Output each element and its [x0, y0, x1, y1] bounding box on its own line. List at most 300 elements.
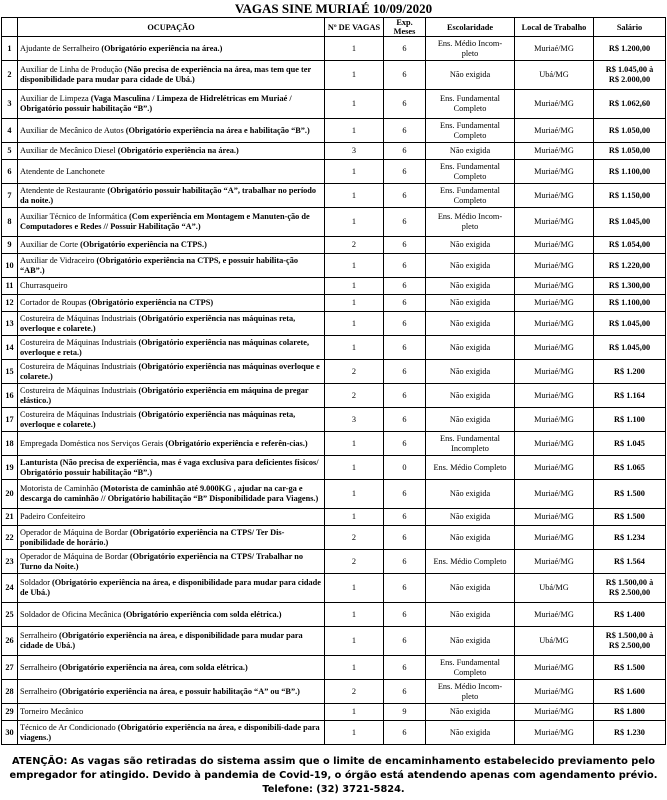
vacancies-cell: 1 — [325, 295, 384, 312]
row-index: 13 — [2, 312, 18, 336]
location-cell: Muriaé/MG — [515, 254, 594, 278]
vacancies-cell: 1 — [325, 432, 384, 456]
vacancies-cell: 1 — [325, 208, 384, 237]
experience-cell: 6 — [384, 254, 426, 278]
occupation-requirements: (Obrigatório experiência na área.) — [117, 146, 239, 156]
location-cell: Muriaé/MG — [515, 550, 594, 574]
experience-cell: 6 — [384, 627, 426, 656]
row-index: 3 — [2, 90, 18, 119]
occupation-requirements: (Obrigatório experiência na área, e disponibilidade para mudar para cidade de Ubá.) — [20, 631, 303, 650]
occupation-title: Padeiro Confeiteiro — [20, 512, 86, 522]
header-education: Escolaridade — [426, 18, 515, 37]
location-cell: Muriaé/MG — [515, 208, 594, 237]
education-cell: Não exigida — [426, 61, 515, 90]
occupation-requirements: (Motorista de caminhão até 9.000KG , ajudar na car-ga e descarga do caminhão // Obrigatório habilitação “B” Disponibilidade para Viagens.) — [20, 484, 319, 503]
occupation-title: Cortador de Roupas — [20, 298, 89, 308]
row-index: 18 — [2, 432, 18, 456]
education-cell: Não exigida — [426, 480, 515, 509]
occupation-title: Operador de Máquina de Bordar — [20, 551, 130, 561]
occupation-requirements: (Obrigatório experiência nas máquinas reta, overloque e colarete.) — [20, 313, 296, 333]
occupation-cell — [18, 160, 325, 184]
occupation-cell — [18, 61, 325, 90]
salary-cell: R$ 1.150,00 — [594, 184, 666, 208]
vacancies-cell: 2 — [325, 384, 384, 408]
salary-cell: R$ 1.045 — [594, 432, 666, 456]
occupation-requirements: (Obrigatório experiência na área, e disponibili-dade para viagens.) — [20, 722, 320, 742]
row-index: 10 — [2, 254, 18, 278]
occupation-title: Auxiliar de Limpeza — [20, 94, 91, 104]
table-row — [2, 432, 666, 456]
occupation-requirements: (Obrigatório experiência nas máquinas reta, overloque e colarete.) — [20, 409, 296, 429]
salary-cell: R$ 1.500 — [594, 656, 666, 680]
row-index: 5 — [2, 143, 18, 160]
vacancies-cell: 1 — [325, 704, 384, 721]
occupation-title: Auxiliar Técnico de Informática — [20, 212, 130, 222]
header-experience: Exp. Meses — [384, 18, 426, 37]
table-row — [2, 237, 666, 254]
row-index: 25 — [2, 603, 18, 627]
experience-cell: 6 — [384, 408, 426, 432]
salary-cell: R$ 1.050,00 — [594, 119, 666, 143]
header-vacancies: Nº DE VAGAS — [325, 18, 384, 37]
occupation-requirements: (Obrigatório possuir habilitação “A”, trabalhar no período da noite.) — [20, 185, 317, 205]
occupation-title: Auxiliar de Mecânico Diesel — [20, 146, 118, 156]
salary-cell: R$ 1.300,00 — [594, 278, 666, 295]
occupation-requirements: (Vaga Masculina / Limpeza de Hidrelétricas em Muriaé / Obrigatório possuir habilitação “B”.) — [20, 94, 292, 113]
salary-cell: R$ 1.800 — [594, 704, 666, 721]
experience-cell: 6 — [384, 237, 426, 254]
table-row — [2, 61, 666, 90]
education-cell: Não exigida — [426, 143, 515, 160]
occupation-title: Auxiliar de Corte — [20, 240, 81, 250]
occupation-title: Serralheiro — [20, 662, 59, 672]
occupation-cell — [18, 143, 325, 160]
row-index: 6 — [2, 160, 18, 184]
location-cell: Muriaé/MG — [515, 432, 594, 456]
occupation-cell — [18, 509, 325, 526]
occupation-cell — [18, 90, 325, 119]
salary-cell: R$ 1.045,00 à R$ 2.000,00 — [594, 61, 666, 90]
row-index: 24 — [2, 574, 18, 603]
header-occupation: OCUPAÇÃO — [18, 18, 325, 37]
table-row — [2, 278, 666, 295]
vacancies-cell: 1 — [325, 574, 384, 603]
vacancies-cell: 2 — [325, 237, 384, 254]
experience-cell: 6 — [384, 295, 426, 312]
occupation-cell — [18, 254, 325, 278]
occupation-cell — [18, 680, 325, 704]
location-cell: Muriaé/MG — [515, 312, 594, 336]
experience-cell: 6 — [384, 509, 426, 526]
salary-cell: R$ 1.045,00 — [594, 208, 666, 237]
table-row — [2, 456, 666, 480]
occupation-cell — [18, 184, 325, 208]
occupation-title: Auxiliar de Linha de Produção — [20, 65, 125, 75]
table-row — [2, 254, 666, 278]
location-cell: Muriaé/MG — [515, 721, 594, 745]
experience-cell: 9 — [384, 704, 426, 721]
vacancies-cell: 1 — [325, 312, 384, 336]
occupation-title: Auxiliar de Vidraceiro — [20, 255, 97, 265]
experience-cell: 6 — [384, 721, 426, 745]
occupation-title: Ajudante de Serralheiro — [20, 43, 102, 53]
experience-cell: 6 — [384, 384, 426, 408]
occupation-cell — [18, 603, 325, 627]
occupation-title: Auxiliar de Mecânico de Autos — [20, 125, 126, 135]
row-index: 12 — [2, 295, 18, 312]
experience-cell: 6 — [384, 550, 426, 574]
row-index: 9 — [2, 237, 18, 254]
occupation-cell — [18, 278, 325, 295]
vacancies-cell: 3 — [325, 143, 384, 160]
notice-line-2: empregador for atingido. Devido à pandemia de Covid-19, o órgão está atendendo apenas com agendamento prévio. — [9, 770, 658, 781]
row-index: 14 — [2, 336, 18, 360]
table-row — [2, 408, 666, 432]
location-cell: Muriaé/MG — [515, 295, 594, 312]
salary-cell: R$ 1.500 — [594, 480, 666, 509]
table-row — [2, 480, 666, 509]
occupation-requirements: (Obrigatório experiência na CTPS) — [88, 298, 214, 308]
education-cell: Não exigida — [426, 254, 515, 278]
occupation-cell — [18, 208, 325, 237]
vacancies-cell: 1 — [325, 509, 384, 526]
occupation-requirements: (Obrigatório experiência e referên-cias.) — [165, 438, 308, 448]
experience-cell: 0 — [384, 456, 426, 480]
salary-cell: R$ 1.500 — [594, 509, 666, 526]
vacancies-cell: 1 — [325, 119, 384, 143]
experience-cell: 6 — [384, 160, 426, 184]
occupation-cell — [18, 550, 325, 574]
salary-cell: R$ 1.100,00 — [594, 295, 666, 312]
row-index: 2 — [2, 61, 18, 90]
table-row — [2, 360, 666, 384]
occupation-requirements: Lanturista (Não precisa de experiência, mas é vaga exclusiva para deficientes físicos/ Obrigatório possuir habilitação “B”.) — [20, 457, 319, 477]
table-header-row — [2, 18, 666, 37]
salary-cell: R$ 1.500,00 à R$ 2.500,00 — [594, 627, 666, 656]
vacancies-cell: 1 — [325, 37, 384, 61]
location-cell: Muriaé/MG — [515, 384, 594, 408]
occupation-title: Costureira de Máquinas Industriais — [20, 409, 139, 419]
table-row — [2, 160, 666, 184]
experience-cell: 6 — [384, 143, 426, 160]
occupation-cell — [18, 432, 325, 456]
table-row — [2, 208, 666, 237]
occupation-requirements: (Obrigatório experiência nas máquinas colarete, overloque e reta.) — [20, 337, 310, 357]
salary-cell: R$ 1.500,00 à R$ 2.500,00 — [594, 574, 666, 603]
row-index: 15 — [2, 360, 18, 384]
education-cell: Não exigida — [426, 312, 515, 336]
notice-line-1: ATENÇÃO: As vagas são retiradas do sistema assim que o limite de encaminhamento estabelecido previamento pelo — [12, 756, 655, 767]
occupation-title: Motorista de Caminhão — [20, 484, 101, 494]
occupation-title: Torneiro Mecânico — [20, 707, 84, 717]
table-row — [2, 526, 666, 550]
salary-cell: R$ 1.600 — [594, 680, 666, 704]
salary-cell: R$ 1.200,00 — [594, 37, 666, 61]
row-index: 20 — [2, 480, 18, 509]
experience-cell: 6 — [384, 680, 426, 704]
occupation-title: Costureira de Máquinas Industriais — [20, 361, 139, 371]
education-cell: Não exigida — [426, 509, 515, 526]
table-row — [2, 143, 666, 160]
table-row — [2, 574, 666, 603]
education-cell: Ens. Fundamental Completo — [426, 656, 515, 680]
vacancies-cell: 1 — [325, 278, 384, 295]
education-cell: Ens. Fundamental Completo — [426, 90, 515, 119]
education-cell: Não exigida — [426, 408, 515, 432]
row-index: 26 — [2, 627, 18, 656]
row-index: 11 — [2, 278, 18, 295]
table-row — [2, 119, 666, 143]
location-cell: Muriaé/MG — [515, 360, 594, 384]
location-cell: Muriaé/MG — [515, 237, 594, 254]
salary-cell: R$ 1.200 — [594, 360, 666, 384]
occupation-cell — [18, 237, 325, 254]
occupation-title: Costureira de Máquinas Industriais — [20, 385, 139, 395]
occupation-cell — [18, 721, 325, 745]
education-cell: Não exigida — [426, 384, 515, 408]
education-cell: Não exigida — [426, 603, 515, 627]
occupation-title: Atendente de Restaurante — [20, 185, 108, 195]
occupation-title: Empregada Doméstica nos Serviços Gerais — [20, 438, 166, 448]
table-row — [2, 680, 666, 704]
education-cell: Não exigida — [426, 721, 515, 745]
salary-cell: R$ 1.062,60 — [594, 90, 666, 119]
occupation-requirements: (Não precisa de experiência na área, mas tem que ter disponibilidade para mudar para cidade de Ubá.) — [20, 65, 312, 84]
occupation-title: Serralheiro — [20, 631, 59, 641]
experience-cell: 6 — [384, 603, 426, 627]
table-row — [2, 656, 666, 680]
table-row — [2, 90, 666, 119]
occupation-cell — [18, 456, 325, 480]
location-cell: Muriaé/MG — [515, 456, 594, 480]
location-cell: Muriaé/MG — [515, 509, 594, 526]
row-index: 7 — [2, 184, 18, 208]
education-cell: Ens. Fundamental Incompleto — [426, 432, 515, 456]
vacancies-cell: 1 — [325, 90, 384, 119]
occupation-cell — [18, 627, 325, 656]
location-cell: Muriaé/MG — [515, 603, 594, 627]
salary-cell: R$ 1.045,00 — [594, 312, 666, 336]
table-row — [2, 384, 666, 408]
location-cell: Muriaé/MG — [515, 704, 594, 721]
occupation-requirements: (Obrigatório experiência nas máquinas overloque e colarete.) — [20, 361, 320, 381]
vacancies-cell: 1 — [325, 456, 384, 480]
occupation-requirements: (Com experiência em Montagem e Manuten-ção de Computadores e Redes // Possuir Habilitação “A”.) — [20, 212, 310, 231]
salary-cell: R$ 1.100 — [594, 408, 666, 432]
occupation-cell — [18, 384, 325, 408]
education-cell: Não exigida — [426, 526, 515, 550]
occupation-title: Técnico de Ar Condicionado — [20, 722, 118, 732]
row-index: 4 — [2, 119, 18, 143]
table-row — [2, 721, 666, 745]
occupation-cell — [18, 656, 325, 680]
experience-cell: 6 — [384, 574, 426, 603]
row-index: 30 — [2, 721, 18, 745]
occupation-cell — [18, 408, 325, 432]
occupation-requirements: (Obrigatório experiência na área.) — [101, 43, 223, 53]
vacancies-cell: 1 — [325, 721, 384, 745]
salary-cell: R$ 1.045,00 — [594, 336, 666, 360]
vacancies-cell: 2 — [325, 680, 384, 704]
experience-cell: 6 — [384, 90, 426, 119]
education-cell: Ens. Médio Completo — [426, 456, 515, 480]
salary-cell: R$ 1.164 — [594, 384, 666, 408]
row-index: 1 — [2, 37, 18, 61]
vacancies-cell: 2 — [325, 360, 384, 384]
vacancies-cell: 1 — [325, 603, 384, 627]
salary-cell: R$ 1.234 — [594, 526, 666, 550]
education-cell: Ens. Fundamental Completo — [426, 160, 515, 184]
row-index: 29 — [2, 704, 18, 721]
header-salary: Salário — [594, 18, 666, 37]
job-table — [1, 17, 666, 745]
table-row — [2, 312, 666, 336]
experience-cell: 6 — [384, 312, 426, 336]
occupation-title: Costureira de Máquinas Industriais — [20, 337, 139, 347]
occupation-title: Atendente de Lanchonete — [20, 166, 105, 176]
occupation-requirements: (Obrigatório experiência na área, e possuir habilitação “A” ou “B”.) — [58, 686, 300, 696]
occupation-cell — [18, 704, 325, 721]
education-cell: Não exigida — [426, 360, 515, 384]
location-cell: Muriaé/MG — [515, 336, 594, 360]
education-cell: Não exigida — [426, 704, 515, 721]
salary-cell: R$ 1.400 — [594, 603, 666, 627]
occupation-cell — [18, 119, 325, 143]
experience-cell: 6 — [384, 61, 426, 90]
vacancies-cell: 1 — [325, 160, 384, 184]
vacancies-cell: 1 — [325, 627, 384, 656]
occupation-title: Soldador de Oficina Mecânica — [20, 609, 124, 619]
vacancies-cell: 1 — [325, 480, 384, 509]
experience-cell: 6 — [384, 526, 426, 550]
table-row — [2, 295, 666, 312]
header-location: Local de Trabalho — [515, 18, 594, 37]
occupation-title: Soldador — [20, 578, 53, 588]
row-index: 22 — [2, 526, 18, 550]
occupation-requirements: (Obrigatório experiência na área, e disponibilidade para mudar para cidade de Ubá.) — [20, 578, 321, 597]
location-cell: Muriaé/MG — [515, 160, 594, 184]
attention-notice — [0, 755, 667, 797]
education-cell: Ens. Médio Incom- pleto — [426, 37, 515, 61]
education-cell: Ens. Fundamental Completo — [426, 184, 515, 208]
occupation-cell — [18, 360, 325, 384]
experience-cell: 6 — [384, 278, 426, 295]
salary-cell: R$ 1.054,00 — [594, 237, 666, 254]
occupation-cell — [18, 312, 325, 336]
occupation-requirements: (Obrigatório experiência na CTPS/ Ter Dis-ponibilidade de horário.) — [20, 527, 285, 547]
vacancies-cell: 1 — [325, 656, 384, 680]
vacancies-cell: 1 — [325, 254, 384, 278]
table-row — [2, 336, 666, 360]
location-cell: Muriaé/MG — [515, 90, 594, 119]
occupation-title: Serralheiro — [20, 686, 59, 696]
occupation-requirements: (Obrigatório experiência com solda elétrica.) — [123, 609, 282, 619]
occupation-requirements: (Obrigatório experiência na área, com solda elétrica.) — [58, 662, 248, 672]
location-cell: Ubá/MG — [515, 61, 594, 90]
notice-phone: Telefone: (32) 3721-5824. — [262, 784, 405, 795]
row-index: 17 — [2, 408, 18, 432]
row-index: 28 — [2, 680, 18, 704]
row-index: 8 — [2, 208, 18, 237]
vacancies-cell: 2 — [325, 550, 384, 574]
table-row — [2, 603, 666, 627]
education-cell: Não exigida — [426, 295, 515, 312]
row-index: 23 — [2, 550, 18, 574]
salary-cell: R$ 1.230 — [594, 721, 666, 745]
salary-cell: R$ 1.065 — [594, 456, 666, 480]
table-row — [2, 37, 666, 61]
occupation-requirements: (Obrigatório experiência na CTPS.) — [80, 240, 207, 250]
education-cell: Não exigida — [426, 278, 515, 295]
education-cell: Ens. Médio Incom- pleto — [426, 680, 515, 704]
location-cell: Ubá/MG — [515, 627, 594, 656]
row-index: 27 — [2, 656, 18, 680]
education-cell: Ens. Médio Incom- pleto — [426, 208, 515, 237]
table-row — [2, 704, 666, 721]
experience-cell: 6 — [384, 480, 426, 509]
location-cell: Muriaé/MG — [515, 480, 594, 509]
experience-cell: 6 — [384, 360, 426, 384]
occupation-requirements: (Obrigatório experiência na área e habilitação “B”.) — [125, 125, 310, 135]
location-cell: Muriaé/MG — [515, 278, 594, 295]
experience-cell: 6 — [384, 336, 426, 360]
occupation-cell — [18, 37, 325, 61]
table-row — [2, 627, 666, 656]
table-row — [2, 550, 666, 574]
vacancies-cell: 1 — [325, 61, 384, 90]
salary-cell: R$ 1.564 — [594, 550, 666, 574]
table-row — [2, 509, 666, 526]
location-cell: Muriaé/MG — [515, 143, 594, 160]
education-cell: Não exigida — [426, 237, 515, 254]
row-index: 16 — [2, 384, 18, 408]
location-cell: Muriaé/MG — [515, 680, 594, 704]
salary-cell: R$ 1.100,00 — [594, 160, 666, 184]
location-cell: Muriaé/MG — [515, 184, 594, 208]
experience-cell: 6 — [384, 119, 426, 143]
occupation-title: Costureira de Máquinas Industriais — [20, 313, 139, 323]
location-cell: Muriaé/MG — [515, 119, 594, 143]
location-cell: Muriaé/MG — [515, 526, 594, 550]
experience-cell: 6 — [384, 432, 426, 456]
occupation-cell — [18, 336, 325, 360]
page-title: VAGAS SINE MURIAÉ 10/09/2020 — [234, 1, 433, 16]
location-cell: Ubá/MG — [515, 574, 594, 603]
experience-cell: 6 — [384, 184, 426, 208]
experience-cell: 6 — [384, 208, 426, 237]
salary-cell: R$ 1.050,00 — [594, 143, 666, 160]
location-cell: Muriaé/MG — [515, 408, 594, 432]
location-cell: Muriaé/MG — [515, 37, 594, 61]
occupation-cell — [18, 480, 325, 509]
vacancies-cell: 2 — [325, 526, 384, 550]
row-index: 21 — [2, 509, 18, 526]
occupation-requirements: (Obrigatório experiência na CTPS/ Trabalhar no Turno da Noite.) — [20, 551, 303, 571]
occupation-title: Operador de Máquina de Bordar — [20, 527, 130, 537]
occupation-cell — [18, 526, 325, 550]
salary-cell: R$ 1.220,00 — [594, 254, 666, 278]
vacancies-cell: 1 — [325, 184, 384, 208]
experience-cell: 6 — [384, 656, 426, 680]
occupation-requirements: (Obrigatório experiência na CTPS, e possuir habilita-ção “AB”.) — [20, 255, 299, 275]
occupation-title: Churrasqueiro — [20, 281, 68, 291]
occupation-cell — [18, 295, 325, 312]
experience-cell: 6 — [384, 37, 426, 61]
education-cell: Não exigida — [426, 336, 515, 360]
education-cell: Ens. Médio Completo — [426, 550, 515, 574]
education-cell: Não exigida — [426, 627, 515, 656]
education-cell: Ens. Fundamental Completo — [426, 119, 515, 143]
